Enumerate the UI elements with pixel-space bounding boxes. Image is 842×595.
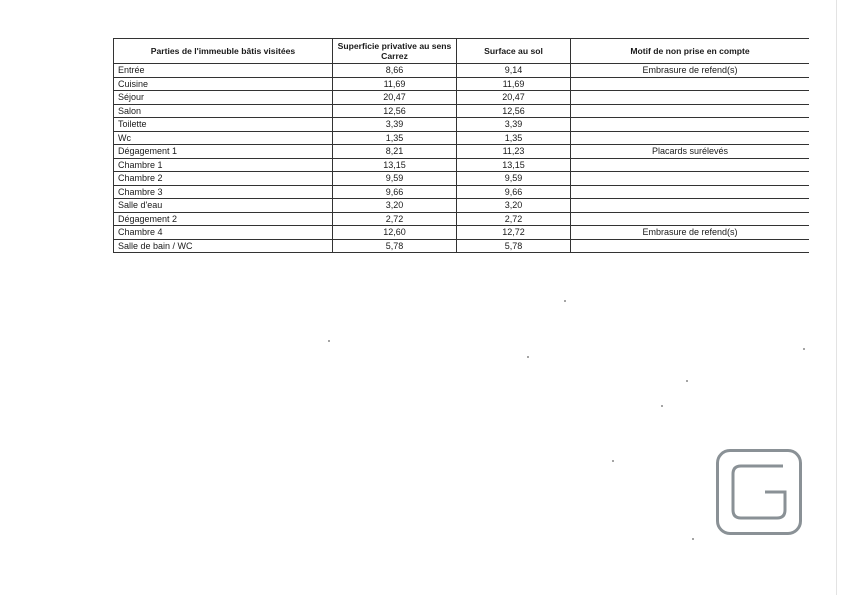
table-row xyxy=(114,91,810,105)
cell-motif xyxy=(571,172,810,186)
cell-sol: 9,59 xyxy=(457,172,571,186)
cell-sol: 11,69 xyxy=(457,77,571,91)
cell-sol: 9,14 xyxy=(457,64,571,78)
cell-sol: 9,66 xyxy=(457,185,571,199)
cell-sol: 5,78 xyxy=(457,239,571,253)
cell-motif xyxy=(571,104,810,118)
scan-speck xyxy=(612,460,614,462)
scan-speck xyxy=(564,300,566,302)
cell-piece: Salle de bain / WC xyxy=(114,239,333,253)
cell-carrez: 9,66 xyxy=(333,185,457,199)
cell-sol: 12,56 xyxy=(457,104,571,118)
g-logo-icon xyxy=(716,449,802,535)
cell-piece: Chambre 2 xyxy=(114,172,333,186)
cell-motif: Embrasure de refend(s) xyxy=(571,64,810,78)
cell-motif: Embrasure de refend(s) xyxy=(571,226,810,240)
cell-piece: Toilette xyxy=(114,118,333,132)
table-header-row xyxy=(114,39,810,64)
cell-piece: Salon xyxy=(114,104,333,118)
cell-piece: Dégagement 2 xyxy=(114,212,333,226)
scan-speck xyxy=(686,380,688,382)
table-row xyxy=(114,199,810,213)
cell-motif xyxy=(571,91,810,105)
table-row xyxy=(114,64,810,78)
table-row xyxy=(114,172,810,186)
cell-motif: Placards surélevés xyxy=(571,145,810,159)
cell-carrez: 5,78 xyxy=(333,239,457,253)
page-edge xyxy=(836,0,837,595)
cell-carrez: 3,39 xyxy=(333,118,457,132)
cell-motif xyxy=(571,239,810,253)
cell-piece: Cuisine xyxy=(114,77,333,91)
cell-carrez: 8,21 xyxy=(333,145,457,159)
cell-sol: 3,20 xyxy=(457,199,571,213)
table-row xyxy=(114,118,810,132)
cell-piece: Dégagement 1 xyxy=(114,145,333,159)
table-row xyxy=(114,158,810,172)
cell-sol: 13,15 xyxy=(457,158,571,172)
cell-carrez: 12,56 xyxy=(333,104,457,118)
table-body xyxy=(114,64,810,253)
header-carrez: Superficie privative au sens Carrez xyxy=(333,39,457,64)
cell-sol: 1,35 xyxy=(457,131,571,145)
cell-carrez: 9,59 xyxy=(333,172,457,186)
table-row xyxy=(114,226,810,240)
table-row xyxy=(114,239,810,253)
cell-sol: 2,72 xyxy=(457,212,571,226)
table-row xyxy=(114,131,810,145)
cell-carrez: 3,20 xyxy=(333,199,457,213)
cell-piece: Entrée xyxy=(114,64,333,78)
cell-motif xyxy=(571,77,810,91)
cell-sol: 20,47 xyxy=(457,91,571,105)
cell-sol: 11,23 xyxy=(457,145,571,159)
cell-piece: Chambre 4 xyxy=(114,226,333,240)
scan-speck xyxy=(661,405,663,407)
table-row xyxy=(114,212,810,226)
cell-carrez: 20,47 xyxy=(333,91,457,105)
cell-sol: 12,72 xyxy=(457,226,571,240)
cell-motif xyxy=(571,131,810,145)
cell-carrez: 8,66 xyxy=(333,64,457,78)
cell-carrez: 1,35 xyxy=(333,131,457,145)
cell-motif xyxy=(571,158,810,172)
cell-motif xyxy=(571,118,810,132)
scan-speck xyxy=(803,348,805,350)
cell-carrez: 2,72 xyxy=(333,212,457,226)
cell-motif xyxy=(571,185,810,199)
cell-carrez: 12,60 xyxy=(333,226,457,240)
cell-carrez: 11,69 xyxy=(333,77,457,91)
cell-piece: Séjour xyxy=(114,91,333,105)
cell-carrez: 13,15 xyxy=(333,158,457,172)
cell-piece: Wc xyxy=(114,131,333,145)
cell-motif xyxy=(571,212,810,226)
header-motif: Motif de non prise en compte xyxy=(571,39,810,64)
cell-piece: Salle d'eau xyxy=(114,199,333,213)
table-row xyxy=(114,104,810,118)
cell-piece: Chambre 1 xyxy=(114,158,333,172)
table-row xyxy=(114,145,810,159)
cell-piece: Chambre 3 xyxy=(114,185,333,199)
scan-speck xyxy=(328,340,330,342)
surface-table xyxy=(113,38,809,253)
cell-sol: 3,39 xyxy=(457,118,571,132)
scan-speck xyxy=(527,356,529,358)
header-piece: Parties de l'immeuble bâtis visitées xyxy=(114,39,333,64)
header-sol: Surface au sol xyxy=(457,39,571,64)
table-row xyxy=(114,77,810,91)
scan-speck xyxy=(692,538,694,540)
cell-motif xyxy=(571,199,810,213)
table-row xyxy=(114,185,810,199)
